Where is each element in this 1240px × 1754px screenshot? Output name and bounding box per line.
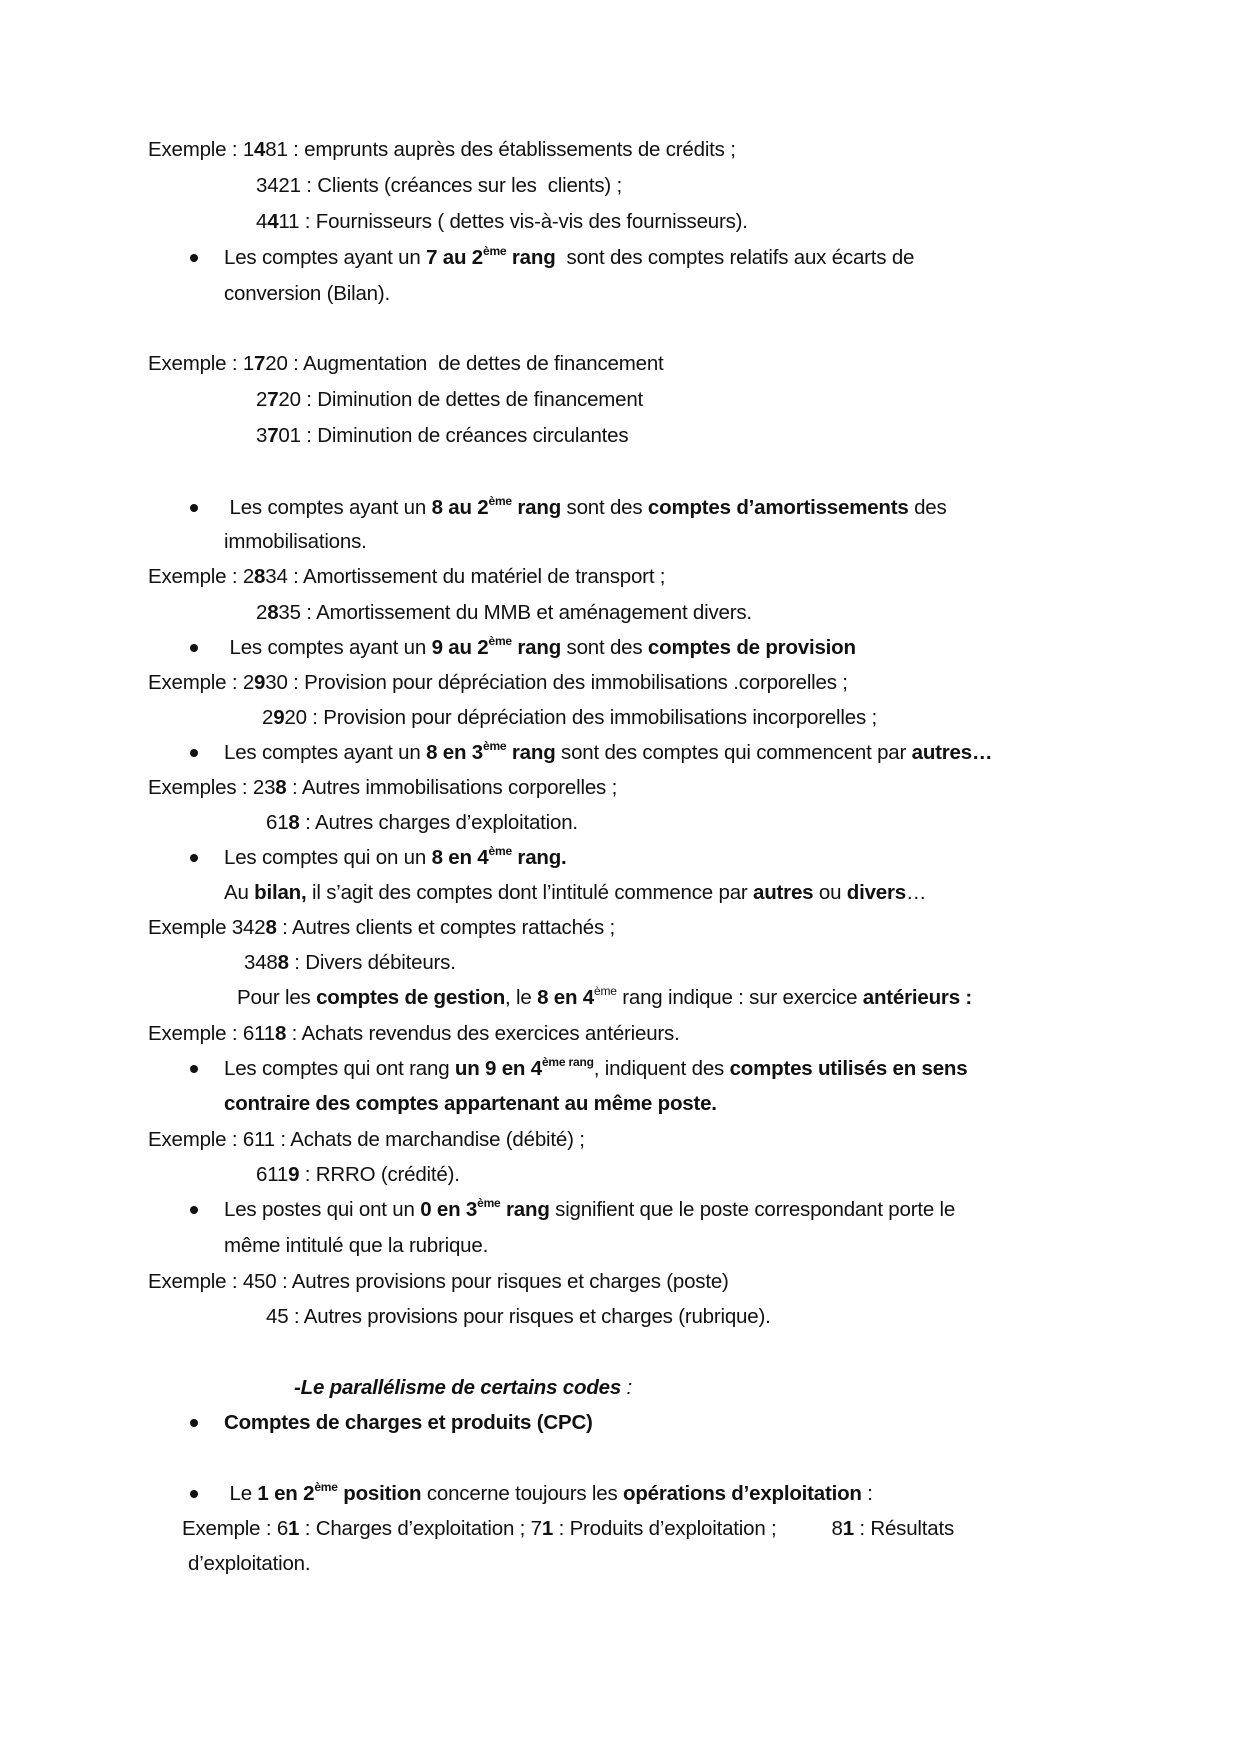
text-line xyxy=(266,1304,771,1330)
text-segment: 61 xyxy=(266,811,289,834)
text-segment: 34 : Amortissement du matériel de transport ; xyxy=(265,565,666,588)
bold-text: 4 xyxy=(267,210,279,233)
bold-text: 9 xyxy=(254,671,266,694)
text-segment: Exemple : 611 : Achats de marchandise (débité) ; xyxy=(148,1128,585,1151)
bold-text: 7 xyxy=(254,352,266,375)
text-segment: 45 : Autres provisions pour risques et charges (rubrique). xyxy=(266,1305,771,1328)
text-line xyxy=(256,173,622,199)
bullet-item xyxy=(224,1197,955,1223)
text-segment: : Résultats xyxy=(853,1517,955,1540)
bullet-item xyxy=(224,635,856,661)
text-segment: 2 xyxy=(256,388,268,411)
bullet-icon xyxy=(190,1419,198,1427)
text-segment: Pour les xyxy=(237,986,317,1009)
text-line xyxy=(148,564,665,590)
text-line xyxy=(224,880,926,906)
text-line xyxy=(256,209,748,235)
superscript: ème xyxy=(477,1196,501,1210)
bold-text: rang xyxy=(506,741,556,764)
text-line xyxy=(266,810,578,836)
text-line xyxy=(256,1162,460,1188)
text-segment: il s’agit des comptes dont l’intitulé commence par xyxy=(306,881,754,904)
text-segment: , le xyxy=(505,986,538,1009)
superscript: ème xyxy=(594,984,617,998)
superscript: ème xyxy=(488,634,512,648)
bold-text: -Le parallélisme de certains codes xyxy=(294,1376,622,1399)
text-segment: concerne toujours les xyxy=(421,1482,624,1505)
text-line xyxy=(294,1375,632,1401)
text-line xyxy=(148,137,736,163)
text-segment: Les comptes ayant un xyxy=(224,496,432,519)
bold-text: 1 xyxy=(541,1517,554,1540)
text-segment: d’exploitation. xyxy=(188,1552,311,1575)
text-segment: … xyxy=(905,881,927,904)
text-segment: : Autres clients et comptes rattachés ; xyxy=(276,916,616,939)
text-segment: : Autres immobilisations corporelles ; xyxy=(286,776,618,799)
bold-text: 8 en 3 xyxy=(426,741,483,764)
text-line xyxy=(224,1233,488,1259)
bullet-icon xyxy=(190,854,198,862)
text-segment: conversion (Bilan). xyxy=(224,282,390,305)
text-segment: Les comptes qui ont rang xyxy=(224,1057,455,1080)
bullet-item xyxy=(224,740,992,766)
bold-text: 8 xyxy=(265,916,277,939)
bold-text: rang. xyxy=(511,846,567,869)
superscript: ème xyxy=(488,494,512,508)
bold-text: Comptes de charges et produits (CPC) xyxy=(224,1411,593,1434)
bold-text: 9 au 2 xyxy=(431,636,489,659)
text-segment: : RRRO (crédité). xyxy=(299,1163,460,1186)
text-segment: 3421 : Clients (créances sur les clients) ; xyxy=(256,174,623,197)
text-segment: 20 : Augmentation de dettes de financement xyxy=(265,352,664,375)
superscript: ème rang xyxy=(541,1055,594,1069)
bullet-icon xyxy=(190,1490,198,1498)
text-segment: Exemple : 2 xyxy=(148,565,255,588)
bold-text: 7 xyxy=(267,388,279,411)
bold-text: contraire des comptes appartenant au même poste. xyxy=(224,1092,717,1115)
text-segment: sont des xyxy=(561,636,648,659)
text-segment: Exemple 342 xyxy=(148,916,266,939)
text-segment: des xyxy=(908,496,947,519)
bullet-icon xyxy=(190,504,198,512)
text-segment: immobilisations. xyxy=(224,530,367,553)
text-segment: 30 : Provision pour dépréciation des immobilisations .corporelles ; xyxy=(265,671,848,694)
text-line xyxy=(148,1269,729,1295)
text-segment: : Charges d’exploitation ; 7 xyxy=(299,1517,542,1540)
text-segment: 2 xyxy=(262,706,274,729)
bold-text: rang xyxy=(506,246,556,269)
text-segment: 2 xyxy=(256,601,268,624)
bullet-item xyxy=(224,1410,593,1436)
text-segment: : Divers débiteurs. xyxy=(288,951,456,974)
bold-text: 0 en 3 xyxy=(420,1198,478,1221)
text-line xyxy=(148,915,615,941)
text-line xyxy=(182,1516,954,1542)
bold-text: 8 xyxy=(288,811,300,834)
text-segment: Exemple : 6 xyxy=(182,1517,289,1540)
text-segment: Les comptes ayant un xyxy=(224,741,427,764)
text-segment: sont des comptes relatifs aux écarts de xyxy=(555,246,915,269)
bold-text: 8 en 4 xyxy=(537,986,594,1009)
bold-text: position xyxy=(337,1482,422,1505)
bullet-item xyxy=(224,1481,873,1507)
text-segment: Exemple : 2 xyxy=(148,671,255,694)
bold-text: comptes d’amortissements xyxy=(647,496,909,519)
text-line xyxy=(256,387,643,413)
text-line xyxy=(148,775,617,801)
text-segment: 20 : Diminution de dettes de financement xyxy=(278,388,644,411)
bold-text: 1 en 2 xyxy=(257,1482,315,1505)
text-segment: , indiquent des xyxy=(593,1057,730,1080)
text-segment: : Produits d’exploitation ; 8 xyxy=(553,1517,843,1540)
text-segment: Les comptes qui on un xyxy=(224,846,432,869)
text-line xyxy=(237,985,972,1011)
bullet-icon xyxy=(190,644,198,652)
text-segment: : Autres charges d’exploitation. xyxy=(299,811,578,834)
text-segment: 01 : Diminution de créances circulantes xyxy=(278,424,629,447)
text-line xyxy=(256,423,628,449)
text-segment: même intitulé que la rubrique. xyxy=(224,1234,489,1257)
text-line xyxy=(148,1127,585,1153)
bold-text: opérations d’exploitation xyxy=(623,1482,862,1505)
superscript: ème xyxy=(314,1480,338,1494)
bullet-icon xyxy=(190,254,198,262)
bold-text: 1 xyxy=(842,1517,854,1540)
text-segment: Exemple : 1 xyxy=(148,138,255,161)
bold-text: antérieurs : xyxy=(862,986,973,1009)
bold-text: 8 au 2 xyxy=(431,496,489,519)
text-line xyxy=(148,1021,680,1047)
text-segment: Les comptes ayant un xyxy=(224,636,432,659)
bold-text: divers xyxy=(846,881,906,904)
text-segment: 81 : emprunts auprès des établissements de crédits ; xyxy=(265,138,736,161)
text-line xyxy=(188,1551,310,1577)
superscript: ème xyxy=(482,739,507,753)
bold-text: rang xyxy=(511,496,562,519)
text-line xyxy=(244,950,456,976)
bold-text: rang xyxy=(511,636,562,659)
text-segment: 348 xyxy=(244,951,278,974)
text-segment: Exemple : 611 xyxy=(148,1022,275,1045)
bullet-item xyxy=(224,1056,967,1082)
bold-text: 7 au 2 xyxy=(426,246,483,269)
bullet-item xyxy=(224,245,914,271)
text-line xyxy=(148,351,664,377)
bullet-item xyxy=(224,495,947,521)
text-segment: ou xyxy=(813,881,847,904)
text-segment: 35 : Amortissement du MMB et aménagement divers. xyxy=(278,601,752,624)
text-segment: 611 xyxy=(256,1163,289,1186)
text-segment: Au xyxy=(224,881,255,904)
bold-text: 1 xyxy=(288,1517,300,1540)
bullet-icon xyxy=(190,749,198,757)
bold-text: un 9 en 4 xyxy=(454,1057,542,1080)
bold-text: 8 xyxy=(277,951,289,974)
bold-text: 8 xyxy=(274,1022,287,1045)
text-segment: Le xyxy=(224,1482,258,1505)
bold-text: comptes de provision xyxy=(647,636,856,659)
text-segment: 4 xyxy=(256,210,268,233)
bold-text: 7 xyxy=(267,424,279,447)
bold-text: rang xyxy=(500,1198,550,1221)
text-line xyxy=(224,529,367,555)
bullet-icon xyxy=(190,1065,198,1073)
bold-text: 8 en 4 xyxy=(431,846,489,869)
text-segment: rang indique : sur exercice xyxy=(616,986,863,1009)
text-segment: : Achats revendus des exercices antérieurs. xyxy=(286,1022,680,1045)
bold-text: 8 xyxy=(254,565,266,588)
bold-text: 9 xyxy=(288,1163,300,1186)
text-segment: Les postes qui ont un xyxy=(224,1198,421,1221)
text-segment: Exemples : 23 xyxy=(148,776,276,799)
text-segment: Exemple : 1 xyxy=(148,352,255,375)
bullet-icon xyxy=(190,1206,198,1214)
bold-text: 4 xyxy=(254,138,266,161)
bold-text: autres xyxy=(753,881,814,904)
text-line xyxy=(224,281,390,307)
text-segment: Exemple : 450 : Autres provisions pour risques et charges (poste) xyxy=(148,1270,729,1293)
bold-text: comptes utilisés en sens xyxy=(729,1057,968,1080)
superscript: ème xyxy=(482,244,507,258)
text-segment: Les comptes ayant un xyxy=(224,246,427,269)
bold-text: 9 xyxy=(273,706,285,729)
text-segment: sont des comptes qui commencent par xyxy=(555,741,912,764)
bullet-item xyxy=(224,845,567,871)
text-segment: 11 : Fournisseurs ( dettes vis-à-vis des fournisseurs). xyxy=(278,210,748,233)
text-line xyxy=(262,705,877,731)
text-line xyxy=(256,600,752,626)
text-line xyxy=(148,670,848,696)
bold-text: 8 xyxy=(275,776,287,799)
text-segment: sont des xyxy=(561,496,648,519)
bold-text: autres… xyxy=(911,741,993,764)
text-segment: : xyxy=(861,1482,873,1505)
text-segment: : xyxy=(621,1376,633,1399)
bold-text: bilan, xyxy=(254,881,307,904)
text-segment: 3 xyxy=(256,424,268,447)
text-segment: signifient que le poste correspondant porte le xyxy=(549,1198,956,1221)
superscript: ème xyxy=(488,844,512,858)
text-line xyxy=(224,1091,717,1117)
bold-text: comptes de gestion xyxy=(316,986,506,1009)
bold-text: 8 xyxy=(267,601,279,624)
text-segment: 20 : Provision pour dépréciation des immobilisations incorporelles ; xyxy=(284,706,877,729)
